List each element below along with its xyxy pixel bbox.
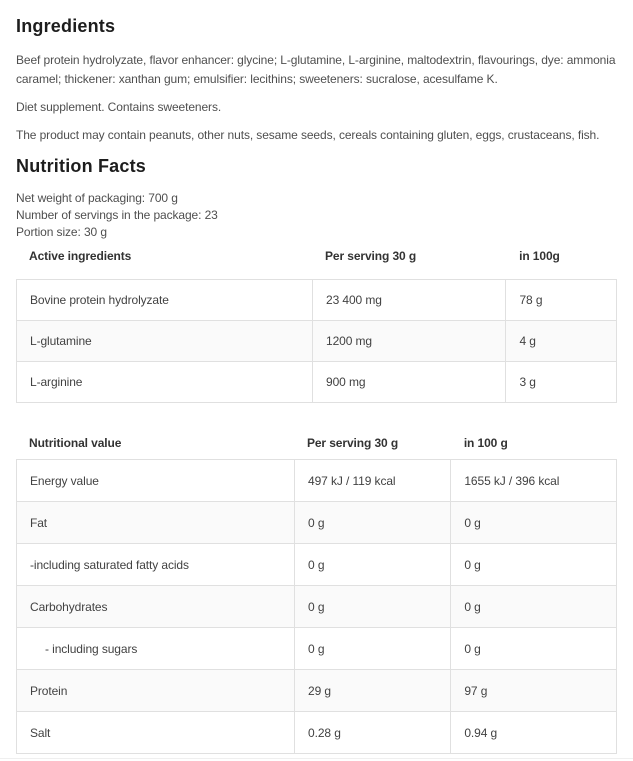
active-ingredients-table (16, 249, 617, 403)
table-row (17, 670, 616, 712)
section-divider (0, 758, 633, 759)
value-per-serving: 900 mg (312, 362, 505, 402)
value-per-serving: 0 g (294, 628, 450, 669)
table-row (17, 544, 616, 586)
value-per-100g: 97 g (450, 670, 616, 711)
value-per-100g: 3 g (505, 362, 616, 402)
row-label: L-arginine (30, 375, 83, 389)
value-per-100g: 0 g (450, 544, 616, 585)
value-per-100g: 0 g (450, 628, 616, 669)
table-row (17, 321, 616, 362)
nutrition-facts-heading: Nutrition Facts (16, 156, 147, 176)
package-meta (16, 190, 617, 241)
column-header-per-100g: in 100g (519, 249, 560, 263)
table-row (17, 586, 616, 628)
row-label: - including sugars (45, 641, 138, 656)
table-row (17, 628, 616, 670)
column-header-per-serving: Per serving 30 g (306, 436, 399, 450)
table-row (17, 280, 616, 321)
value-per-100g: 0.94 g (450, 712, 616, 753)
column-header-active-ingredients: Active ingredients (29, 249, 132, 263)
value-per-100g: 0 g (450, 502, 616, 543)
ingredients-composition-text: Beef protein hydrolyzate, flavor enhancer: glycine; L-glutamine, L-arginine, maltodextrin, flavourings, dye: ammonia caramel; thickener: xanthan gum; emulsifier: lecithins; sweeteners: sucralose, acesulfame K. (16, 53, 616, 86)
active-ingredients-table-body (16, 279, 617, 403)
ingredients-heading: Ingredients (16, 16, 116, 36)
supplement-note: Diet supplement. Contains sweeteners. (16, 100, 222, 114)
row-label: -including saturated fatty acids (30, 557, 189, 572)
row-label: Fat (30, 515, 48, 530)
allergen-note: The product may contain peanuts, other nuts, sesame seeds, cereals containing gluten, eggs, crustaceans, fish. (16, 128, 600, 142)
row-label: Protein (30, 683, 68, 698)
value-per-100g: 78 g (505, 280, 616, 320)
nutritional-value-table-body (16, 459, 617, 754)
value-per-serving: 0 g (294, 586, 450, 627)
value-per-serving: 0 g (294, 502, 450, 543)
value-per-serving: 0 g (294, 544, 450, 585)
table-row (17, 362, 616, 402)
row-label: L-glutamine (30, 334, 92, 348)
row-label: Energy value (30, 473, 99, 488)
table-row (17, 502, 616, 544)
row-label: Bovine protein hydrolyzate (30, 293, 169, 307)
table-row (17, 460, 616, 502)
value-per-serving: 23 400 mg (312, 280, 505, 320)
table-row (17, 712, 616, 753)
column-header-per-serving: Per serving 30 g (324, 249, 417, 263)
nutritional-value-table (16, 436, 617, 754)
row-label: Salt (30, 725, 51, 740)
net-weight-line: Net weight of packaging: 700 g (16, 191, 178, 205)
nutritional-value-table-header (16, 436, 617, 459)
value-per-100g: 4 g (505, 321, 616, 361)
value-per-serving: 0.28 g (294, 712, 450, 753)
servings-count-line: Number of servings in the package: 23 (16, 208, 218, 222)
column-header-per-100g: in 100 g (463, 436, 508, 450)
portion-size-line: Portion size: 30 g (16, 225, 107, 239)
value-per-100g: 1655 kJ / 396 kcal (450, 460, 616, 501)
value-per-serving: 497 kJ / 119 kcal (294, 460, 450, 501)
row-label: Carbohydrates (30, 599, 108, 614)
value-per-serving: 29 g (294, 670, 450, 711)
value-per-100g: 0 g (450, 586, 616, 627)
column-header-nutritional-value: Nutritional value (29, 436, 122, 450)
active-ingredients-table-header (16, 249, 617, 279)
value-per-serving: 1200 mg (312, 321, 505, 361)
